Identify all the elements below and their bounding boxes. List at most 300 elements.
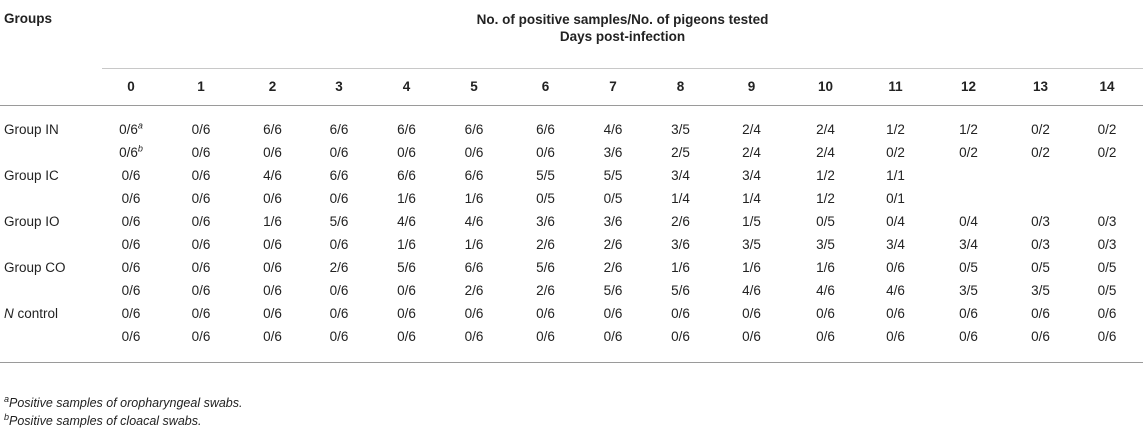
cell-value: 1/2 [886, 121, 905, 137]
table-cell [864, 302, 927, 325]
table-cell [864, 118, 927, 141]
cell-value: 0/6 [464, 305, 484, 321]
cell-value: 3/4 [959, 236, 978, 252]
cell-value: 0/6 [119, 121, 138, 137]
table-cell [102, 302, 160, 325]
group-label: Group IC [4, 167, 59, 183]
table-cell [438, 141, 510, 164]
cell-value: 0/6 [671, 328, 690, 344]
table-cell [510, 325, 581, 348]
cell-value: 4/6 [397, 213, 416, 229]
table-cell [716, 210, 787, 233]
table-cell [787, 210, 864, 233]
table-cell [438, 233, 510, 256]
table-cell [927, 141, 1010, 164]
day-header-11: 11 [864, 69, 927, 106]
footnote-a [4, 393, 243, 410]
table-cell [716, 256, 787, 279]
cell-value: 0/6 [121, 190, 141, 206]
table-cell [510, 233, 581, 256]
cell-value: 0/5 [1097, 259, 1117, 275]
cell-value: 0/6 [1097, 305, 1117, 321]
day-header-2: 2 [242, 69, 303, 106]
cell-value: 2/6 [464, 282, 484, 298]
table-cell [787, 187, 864, 210]
cell-value: 0/3 [1097, 236, 1117, 252]
cell-value: 0/6 [536, 305, 555, 321]
table-cell [787, 325, 864, 348]
table-cell [242, 210, 303, 233]
cell-value: 0/6 [397, 282, 416, 298]
cell-value: 0/5 [536, 190, 555, 206]
table-cell [303, 302, 375, 325]
table-cell [645, 233, 716, 256]
table-row [0, 141, 1143, 164]
table-cell [242, 164, 303, 187]
footnote-marker: b [137, 143, 143, 153]
day-header-3: 3 [303, 69, 375, 106]
table-cell [716, 164, 787, 187]
group-label-italic: N [4, 305, 14, 321]
table-cell [303, 210, 375, 233]
cell-value: 0/6 [191, 305, 211, 321]
group-label-empty [0, 325, 102, 348]
cell-value: 0/6 [536, 144, 555, 160]
cell-value: 4/6 [816, 282, 835, 298]
table-cell [716, 302, 787, 325]
table-cell [160, 118, 242, 141]
cell-value: 0/6 [191, 259, 211, 275]
table-cell [510, 187, 581, 210]
cell-value: 1/6 [464, 190, 484, 206]
cell-value: 0/6 [329, 282, 349, 298]
table-cell [242, 118, 303, 141]
cell-value: 0/6 [464, 328, 484, 344]
table-cell [242, 187, 303, 210]
cell-value: 2/6 [536, 282, 555, 298]
table-cell [102, 141, 160, 164]
cell-value: 6/6 [464, 167, 484, 183]
table-cell [375, 256, 438, 279]
cell-value: 0/6 [886, 328, 905, 344]
cell-value: 6/6 [397, 121, 416, 137]
table-cell [1010, 233, 1071, 256]
cell-value: 1/6 [397, 236, 416, 252]
table-cell [242, 141, 303, 164]
table-cell [1010, 164, 1071, 187]
cell-value: 0/3 [1031, 213, 1050, 229]
cell-value: 0/6 [397, 328, 416, 344]
cell-value: 0/6 [329, 305, 349, 321]
day-header-1: 1 [160, 69, 242, 106]
group-label-empty [0, 187, 102, 210]
cell-value: 3/5 [1031, 282, 1050, 298]
cell-value: 4/6 [263, 167, 282, 183]
cell-value: 2/4 [742, 144, 761, 160]
cell-value: 0/6 [121, 328, 141, 344]
cell-value: 6/6 [536, 121, 555, 137]
cell-value: 0/6 [121, 305, 141, 321]
table-cell [864, 279, 927, 302]
table-cell [303, 141, 375, 164]
table-cell [645, 164, 716, 187]
table-cell [303, 118, 375, 141]
table-row [0, 302, 1143, 325]
table-cell [438, 118, 510, 141]
table-cell [375, 325, 438, 348]
table-cell [1071, 256, 1143, 279]
day-header-row [0, 69, 1143, 106]
group-label: Group CO [4, 259, 66, 275]
cell-value: 1/1 [886, 167, 905, 183]
cell-value: 2/5 [671, 144, 690, 160]
table-cell [1010, 187, 1071, 210]
table-cell [242, 279, 303, 302]
table-cell [510, 164, 581, 187]
cell-value: 0/6 [263, 282, 282, 298]
cell-value: 0/6 [121, 167, 141, 183]
table-cell [510, 279, 581, 302]
table-cell [303, 279, 375, 302]
table-cell [242, 302, 303, 325]
cell-value: 0/6 [263, 305, 282, 321]
table-cell [927, 279, 1010, 302]
cell-value: 0/6 [742, 305, 761, 321]
cell-value: 0/2 [1031, 121, 1050, 137]
cell-value: 2/6 [603, 259, 623, 275]
cell-value: 3/5 [816, 236, 835, 252]
table-cell [375, 302, 438, 325]
table-cell [787, 118, 864, 141]
table-cell [510, 256, 581, 279]
cell-value: 0/5 [959, 259, 978, 275]
table-cell [160, 256, 242, 279]
cell-value: 0/6 [959, 328, 978, 344]
table-cell [438, 210, 510, 233]
cell-value: 0/1 [886, 190, 905, 206]
table-cell [927, 302, 1010, 325]
table-cell [581, 210, 645, 233]
group-label-rest: control [13, 305, 59, 321]
table-cell [927, 210, 1010, 233]
cell-value: 0/6 [121, 236, 141, 252]
cell-value: 0/2 [959, 144, 978, 160]
table-cell [1071, 210, 1143, 233]
table-cell [375, 279, 438, 302]
table-cell [1071, 325, 1143, 348]
cell-value: 0/5 [603, 190, 623, 206]
table-cell [1071, 302, 1143, 325]
cell-value: 2/4 [816, 121, 835, 137]
cell-value: 5/5 [536, 167, 555, 183]
cell-value: 6/6 [263, 121, 282, 137]
group-label: Group IN [4, 121, 59, 137]
table-cell [1010, 279, 1071, 302]
group-label-empty [0, 233, 102, 256]
cell-value: 1/2 [959, 121, 978, 137]
table-cell [510, 118, 581, 141]
table-cell [1071, 118, 1143, 141]
cell-value: 0/5 [1097, 282, 1117, 298]
footnote-b-marker: b [4, 411, 10, 422]
cell-value: 1/6 [816, 259, 835, 275]
table-cell [1071, 141, 1143, 164]
cell-value: 0/6 [191, 190, 211, 206]
cell-value: 0/6 [191, 282, 211, 298]
table-cell [242, 256, 303, 279]
cell-value: 3/4 [742, 167, 761, 183]
footnote-a-marker: a [4, 393, 10, 404]
cell-value: 0/6 [329, 328, 349, 344]
table-cell [581, 256, 645, 279]
table-cell [102, 279, 160, 302]
cell-value: 3/6 [603, 144, 623, 160]
cell-value: 0/2 [1031, 144, 1050, 160]
table-cell [581, 302, 645, 325]
day-header-9: 9 [716, 69, 787, 106]
cell-value: 0/2 [886, 144, 905, 160]
cell-value: 0/6 [121, 282, 141, 298]
table-cell [581, 187, 645, 210]
table-cell [375, 164, 438, 187]
cell-value: 0/6 [886, 305, 905, 321]
day-header-13: 13 [1010, 69, 1071, 106]
table-cell [716, 187, 787, 210]
table-cell [160, 164, 242, 187]
table-cell [787, 279, 864, 302]
title-line-2: Days post-infection [559, 29, 686, 44]
groups-header: Groups [4, 11, 53, 26]
table-cell [716, 118, 787, 141]
cell-value: 0/6 [816, 328, 835, 344]
table-cell [645, 256, 716, 279]
table-cell [716, 325, 787, 348]
table-cell [242, 325, 303, 348]
cell-value: 0/6 [1031, 305, 1050, 321]
cell-value: 0/4 [959, 213, 978, 229]
cell-value: 1/6 [742, 259, 761, 275]
table-cell [581, 118, 645, 141]
cell-value: 0/2 [1097, 121, 1117, 137]
cell-value: 0/6 [742, 328, 761, 344]
table-cell [375, 210, 438, 233]
table-cell [1010, 325, 1071, 348]
table-cell [864, 256, 927, 279]
table-cell [581, 164, 645, 187]
cell-value: 3/5 [959, 282, 978, 298]
cell-value: 0/6 [263, 190, 282, 206]
table-cell [1010, 210, 1071, 233]
cell-value: 1/6 [263, 213, 282, 229]
table-cell [102, 325, 160, 348]
cell-value: 0/6 [464, 144, 484, 160]
table-cell [645, 187, 716, 210]
table-cell [787, 302, 864, 325]
footnote-a-text: Positive samples of oropharyngeal swabs. [9, 396, 243, 410]
cell-value: 5/6 [397, 259, 416, 275]
cell-value: 3/5 [671, 121, 690, 137]
table-cell [102, 118, 160, 141]
table-cell [510, 302, 581, 325]
cell-value: 0/6 [121, 259, 141, 275]
table-cell [864, 210, 927, 233]
table-cell [375, 141, 438, 164]
cell-value: 1/5 [742, 213, 761, 229]
day-header-5: 5 [438, 69, 510, 106]
table-cell [716, 279, 787, 302]
day-header-blank [0, 69, 102, 106]
table-cell [242, 233, 303, 256]
day-header-0: 0 [102, 69, 160, 106]
cell-value: 0/4 [886, 213, 905, 229]
cell-value: 0/2 [1097, 144, 1117, 160]
cell-value: 0/6 [263, 236, 282, 252]
table-cell [581, 279, 645, 302]
table-cell [102, 210, 160, 233]
table-cell [787, 164, 864, 187]
table-cell [864, 187, 927, 210]
group-label-empty [0, 141, 102, 164]
cell-value: 0/6 [263, 259, 282, 275]
table-cell [787, 141, 864, 164]
table-cell [1010, 118, 1071, 141]
cell-value: 6/6 [464, 121, 484, 137]
table-cell [1071, 279, 1143, 302]
cell-value: 1/6 [671, 259, 690, 275]
footnote-b-text: Positive samples of cloacal swabs. [9, 414, 202, 428]
table-cell [581, 141, 645, 164]
cell-value: 0/6 [886, 259, 905, 275]
table-cell [303, 233, 375, 256]
cell-value: 1/2 [816, 167, 835, 183]
table-cell [160, 233, 242, 256]
table-cell [645, 118, 716, 141]
table-cell [864, 233, 927, 256]
table-cell [160, 325, 242, 348]
table-cell [438, 256, 510, 279]
cell-value: 0/6 [263, 328, 282, 344]
cell-value: 0/6 [329, 144, 349, 160]
table-cell [102, 256, 160, 279]
table-cell [581, 233, 645, 256]
table-cell [864, 325, 927, 348]
table-cell [787, 256, 864, 279]
cell-value: 6/6 [397, 167, 416, 183]
day-header-4: 4 [375, 69, 438, 106]
table-cell [438, 164, 510, 187]
cell-value: 0/6 [191, 236, 211, 252]
table-cell [1010, 302, 1071, 325]
cell-value: 6/6 [329, 167, 349, 183]
table-cell [645, 302, 716, 325]
cell-value: 3/5 [742, 236, 761, 252]
cell-value: 0/6 [191, 121, 211, 137]
table-cell [102, 233, 160, 256]
cell-value: 0/6 [1097, 328, 1117, 344]
cell-value: 1/2 [816, 190, 835, 206]
cell-value: 0/6 [603, 305, 623, 321]
table-cell [864, 141, 927, 164]
cell-value: 0/3 [1097, 213, 1117, 229]
table-cell [375, 233, 438, 256]
cell-value: 0/6 [329, 236, 349, 252]
day-header-7: 7 [581, 69, 645, 106]
footnote-marker: a [137, 120, 143, 130]
cell-value: 0/6 [121, 213, 141, 229]
cell-value: 1/6 [397, 190, 416, 206]
header-row-1 [0, 0, 1143, 69]
table-cell [510, 210, 581, 233]
cell-value: 6/6 [329, 121, 349, 137]
table-cell [375, 118, 438, 141]
table-cell [438, 279, 510, 302]
table-cell [303, 164, 375, 187]
table-cell [1071, 233, 1143, 256]
table-cell [1071, 164, 1143, 187]
table-row [0, 118, 1143, 141]
cell-value: 0/6 [816, 305, 835, 321]
day-header-14: 14 [1071, 69, 1143, 106]
table-cell [645, 325, 716, 348]
cell-value: 0/5 [1031, 259, 1050, 275]
table-cell [102, 187, 160, 210]
cell-value: 0/6 [191, 167, 211, 183]
cell-value: 0/6 [1031, 328, 1050, 344]
spacer-row [0, 106, 1143, 119]
table-cell [1010, 141, 1071, 164]
table-cell [927, 233, 1010, 256]
table-row [0, 233, 1143, 256]
table-cell [160, 302, 242, 325]
table-row [0, 325, 1143, 348]
table-cell [1071, 187, 1143, 210]
cell-value: 2/6 [603, 236, 623, 252]
cell-value: 4/6 [886, 282, 905, 298]
footnote-b [4, 411, 202, 428]
table-cell [438, 325, 510, 348]
table-cell [303, 325, 375, 348]
cell-value: 2/4 [816, 144, 835, 160]
table-cell [927, 256, 1010, 279]
table-cell [927, 164, 1010, 187]
table-cell [864, 164, 927, 187]
table-row [0, 164, 1143, 187]
cell-value: 0/6 [397, 144, 416, 160]
table-cell [375, 187, 438, 210]
cell-value: 0/6 [191, 328, 211, 344]
table-cell [645, 210, 716, 233]
day-header-12: 12 [927, 69, 1010, 106]
cell-value: 5/5 [603, 167, 623, 183]
table-cell [510, 141, 581, 164]
cell-value: 0/6 [191, 144, 211, 160]
cell-value: 2/6 [671, 213, 690, 229]
table-row [0, 187, 1143, 210]
cell-value: 3/4 [886, 236, 905, 252]
table-cell [716, 233, 787, 256]
table-cell [927, 187, 1010, 210]
cell-value: 1/4 [742, 190, 761, 206]
table-cell [927, 118, 1010, 141]
table-cell [160, 210, 242, 233]
table-cell [303, 256, 375, 279]
group-label: Group IO [4, 213, 60, 229]
cell-value: 3/6 [536, 213, 555, 229]
cell-value: 5/6 [603, 282, 623, 298]
table-cell [645, 279, 716, 302]
table-cell [927, 325, 1010, 348]
cell-value: 2/6 [536, 236, 555, 252]
